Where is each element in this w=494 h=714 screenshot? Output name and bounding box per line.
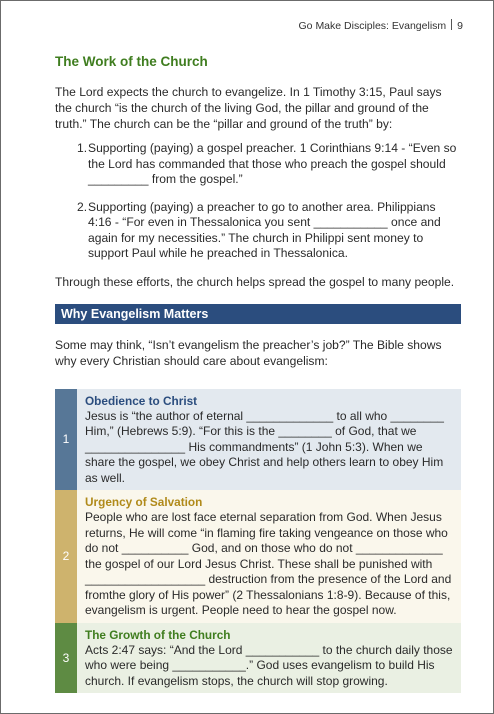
reason-title: Obedience to Christ xyxy=(85,393,198,408)
reason-number: 2 xyxy=(55,490,77,623)
reason-box xyxy=(77,623,461,694)
reason-title: Urgency of Salvation xyxy=(85,495,203,509)
list-item xyxy=(77,141,461,188)
reason-text: People who are lost face eternal separation from God. When Jesus returns, He will come “in flaming fire taking vengeance on those who do not __________ God, and on those who do not _____________ the gospel of our Lord Jesus Christ. These shall be punished with __________________ destruction from the presence of the Lord and fromthe glory of His power” (2 Thessalonians 1:8-9). Because of this, evangelism is urgent. People need to hear the gospel now. xyxy=(85,510,452,617)
reason-row xyxy=(55,623,461,694)
reason-text: Acts 2:47 says: “And the Lord ___________ to the church daily those who were being ___________.” God uses evangelism to build His church. If evangelism stops, the church will stop growing. xyxy=(85,642,453,688)
page-content xyxy=(55,54,461,693)
list-item-number: 1. xyxy=(77,141,88,155)
header-divider xyxy=(451,19,452,30)
section1-intro: The Lord expects the church to evangelize. In 1 Timothy 3:15, Paul says the church “is the church of the living God, the pillar and ground of the truth.” The church can be the “pillar and ground of the truth” by: xyxy=(55,85,442,131)
reason-title: The Growth of the Church xyxy=(85,627,231,642)
running-head xyxy=(299,19,463,32)
section-heading-work-of-church: The Work of the Church xyxy=(55,54,208,69)
reason-number: 3 xyxy=(55,623,77,694)
section2-intro: Some may think, “Isn’t evangelism the preacher’s job?” The Bible shows why every Christian should care about evangelism: xyxy=(55,337,442,368)
reason-row xyxy=(55,490,461,623)
reasons-table xyxy=(55,389,461,694)
list-item xyxy=(77,200,461,262)
section-heading-why-evangelism: Why Evangelism Matters xyxy=(55,304,461,324)
reason-number: 1 xyxy=(55,389,77,491)
reason-row xyxy=(55,389,461,491)
page-number: 9 xyxy=(457,20,463,32)
reason-text: Jesus is “the author of eternal _____________ to all who ________ Him,” (Hebrews 5:9). “For this is the ________ of God, that we _______________ His commandments” (1 John 5:3). When we share the gospel, we obey Christ and help others learn to obey Him as well. xyxy=(85,408,444,485)
list-item-number: 2. xyxy=(77,199,88,214)
list-item-text: Supporting (paying) a gospel preacher. 1 Corinthians 9:14 - “Even so the Lord has commanded that those who preach the gospel should _________ from the gospel.” xyxy=(88,141,457,186)
book-title: Go Make Disciples: Evangelism xyxy=(298,20,447,32)
section1-conclusion: Through these efforts, the church helps spread the gospel to many people. xyxy=(55,274,455,289)
support-list xyxy=(77,141,461,262)
list-item-text: Supporting (paying) a preacher to go to another area. Philippians 4:16 - “For even in Thessalonica you sent ___________ once and again for my necessities.” The church in Philippi sent money to support Paul while he preached in Thessalonica. xyxy=(88,199,441,260)
reason-box xyxy=(77,389,461,491)
reason-box xyxy=(77,490,461,623)
